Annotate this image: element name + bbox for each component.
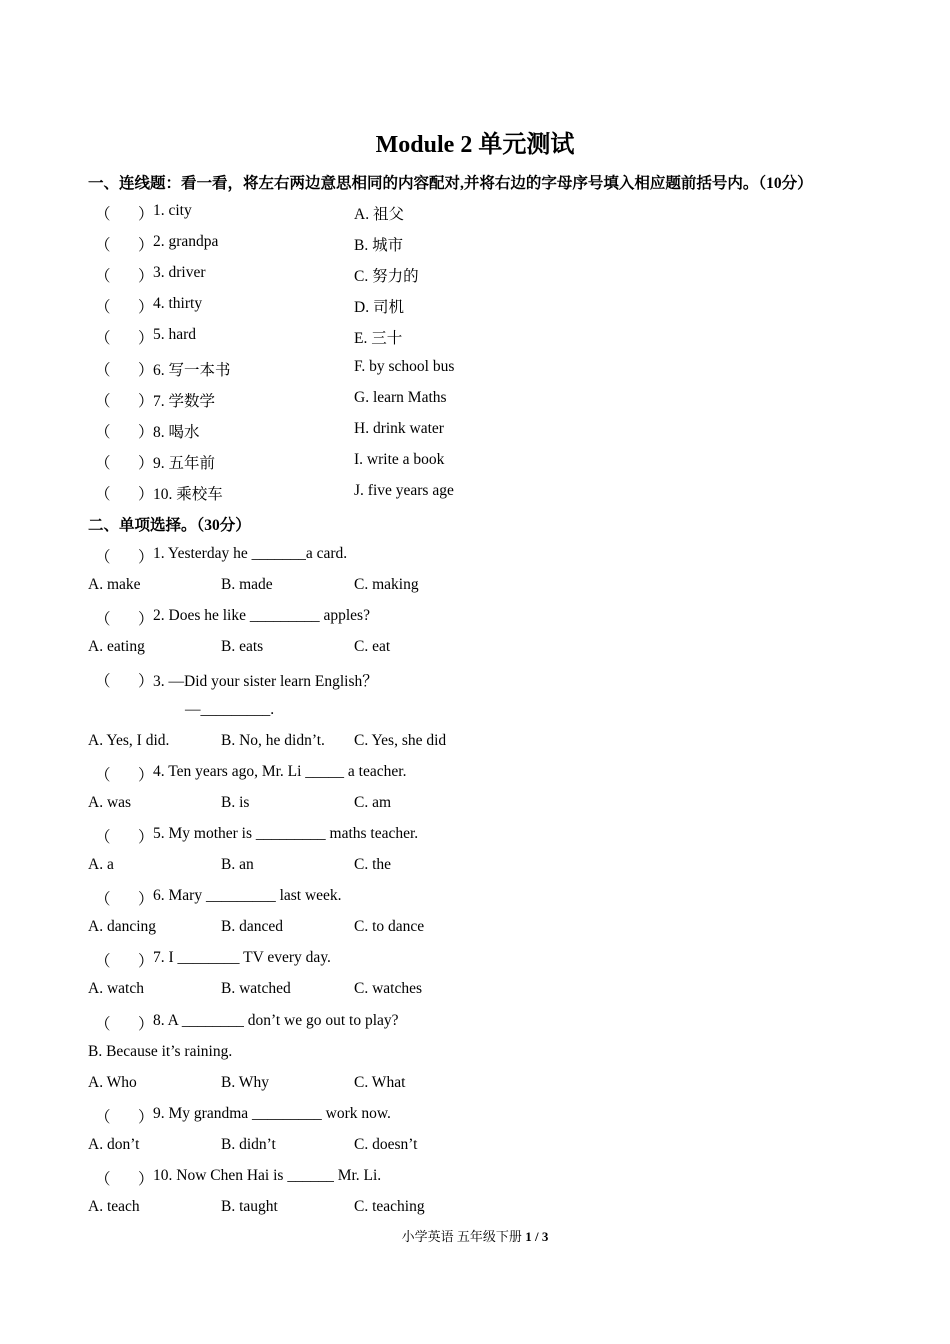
answer-paren-open: （ (95, 1108, 111, 1126)
matching-left-item: 8. 喝水 (153, 423, 200, 441)
option-a: A. make (88, 576, 141, 594)
answer-paren-close: ） (138, 454, 154, 472)
answer-paren-close: ） (138, 953, 154, 971)
answer-paren-open: （ (95, 206, 111, 223)
matching-left-item: 6. 写一本书 (153, 361, 231, 379)
answer-paren-close: ） (138, 1015, 154, 1033)
answer-paren-open: （ (95, 1171, 111, 1188)
option-b: B. No, he didn’t. (221, 731, 325, 749)
option-b: B. made (221, 576, 273, 594)
question-continuation: —_________. (185, 700, 275, 718)
matching-left-item: 9. 五年前 (153, 454, 216, 472)
footer-separator: / (534, 1229, 539, 1244)
option-a: A. dancing (88, 918, 157, 936)
answer-paren-close: ） (138, 1108, 154, 1126)
answer-paren-close: ） (138, 611, 154, 629)
answer-paren-open: （ (95, 891, 111, 909)
matching-right-item: F. by school bus (354, 357, 455, 375)
option-b: B. didn’t (221, 1135, 276, 1153)
answer-paren-close: ） (138, 268, 154, 286)
question-text: 8. A ________ don’t we go out to play? (153, 1011, 399, 1029)
option-b: B. an (221, 856, 254, 873)
matching-left-item: 3. driver (153, 264, 206, 282)
answer-paren-open: （ (95, 485, 111, 503)
option-a: A. Who (88, 1073, 137, 1091)
answer-paren-close: ） (138, 361, 154, 379)
option-a: A. Yes, I did. (88, 731, 170, 749)
matching-left-item: 7. 学数学 (153, 392, 216, 410)
matching-left-item: 10. 乘校车 (153, 485, 223, 503)
question-text: 5. My mother is _________ maths teacher. (153, 824, 419, 842)
option-b: B. eats (221, 638, 264, 656)
option-c: C. to dance (354, 918, 425, 936)
matching-right-item: J. five years age (354, 481, 454, 499)
matching-right-item: A. 祖父 (354, 206, 404, 223)
option-a: A. teach (88, 1198, 140, 1216)
answer-paren-close: ） (138, 485, 154, 503)
answer-paren-open: （ (95, 423, 111, 441)
footer-page-total: 3 (541, 1229, 549, 1244)
option-c: C. am (354, 793, 392, 811)
option-a: A. a (88, 856, 114, 873)
option-b: B. taught (221, 1198, 278, 1216)
question-text: 10. Now Chen Hai is ______ Mr. Li. (153, 1167, 382, 1184)
answer-paren-close: ） (138, 206, 154, 223)
question-text: 1. Yesterday he _______a card. (153, 545, 348, 562)
answer-paren-open: （ (95, 611, 111, 629)
matching-right-item: C. 努力的 (354, 268, 419, 286)
matching-right-item: I. write a book (354, 450, 445, 468)
option-a: A. eating (88, 638, 145, 656)
answer-paren-open: （ (95, 549, 111, 566)
answer-paren-close: ） (138, 1171, 154, 1188)
question-text: 9. My grandma _________ work now. (153, 1104, 391, 1122)
answer-paren-open: （ (95, 828, 111, 846)
matching-left-item: 5. hard (153, 326, 197, 344)
matching-left-item: 4. thirty (153, 295, 203, 313)
question-text: 4. Ten years ago, Mr. Li _____ a teacher. (153, 762, 407, 780)
option-b: B. watched (221, 980, 291, 998)
answer-paren-close: ） (138, 766, 154, 784)
answer-paren-close: ） (138, 330, 154, 348)
option-c: C. watches (354, 980, 423, 998)
option-c: C. teaching (354, 1198, 425, 1216)
answer-paren-open: （ (95, 1015, 111, 1033)
option-b: B. danced (221, 918, 283, 936)
footer-page-number: 1 (525, 1229, 532, 1244)
matching-left-item: 2. grandpa (153, 233, 219, 251)
answer-paren-open: （ (95, 766, 111, 784)
answer-paren-open: （ (95, 237, 111, 255)
question-continuation: B. Because it’s raining. (88, 1042, 233, 1060)
answer-paren-close: ） (138, 423, 154, 441)
question-text: 6. Mary _________ last week. (153, 887, 342, 905)
option-c: C. Yes, she did (354, 731, 447, 749)
question-text: 3. —Did your sister learn English？ (153, 673, 378, 691)
answer-paren-open: （ (95, 392, 111, 410)
question-text: 2. Does he like _________ apples? (153, 607, 370, 625)
option-b: B. is (221, 793, 250, 811)
option-c: C. What (354, 1073, 406, 1091)
answer-paren-close: ） (138, 891, 154, 909)
answer-paren-open: （ (95, 361, 111, 379)
section2-heading: 二、单项选择。（30分） (88, 517, 251, 534)
answer-paren-close: ） (138, 549, 154, 566)
footer-subject: 小学英语 五年级下册 (401, 1229, 522, 1244)
page-footer (0, 1226, 950, 1245)
answer-paren-open: （ (95, 330, 111, 348)
option-b: B. Why (221, 1073, 269, 1091)
question-text: 7. I ________ TV every day. (153, 949, 331, 967)
answer-paren-close: ） (138, 673, 154, 691)
option-c: C. making (354, 576, 419, 594)
option-a: A. don’t (88, 1135, 140, 1153)
answer-paren-close: ） (138, 828, 154, 846)
answer-paren-close: ） (138, 237, 154, 255)
option-a: A. was (88, 793, 132, 811)
answer-paren-close: ） (138, 392, 154, 410)
option-a: A. watch (88, 980, 144, 998)
matching-right-item: H. drink water (354, 419, 444, 437)
matching-right-item: B. 城市 (354, 237, 404, 255)
matching-right-item: G. learn Maths (354, 388, 447, 406)
option-c: C. doesn’t (354, 1135, 418, 1153)
answer-paren-open: （ (95, 673, 111, 691)
section1-heading: 一、连线题：看一看，将左右两边意思相同的内容配对,并将右边的字母序号填入相应题前括号内。（10分） (88, 175, 813, 192)
matching-left-item: 1. city (153, 202, 192, 219)
option-c: C. eat (354, 638, 391, 656)
page-title: Module 2 单元测试 (375, 132, 575, 158)
answer-paren-open: （ (95, 268, 111, 286)
answer-paren-open: （ (95, 953, 111, 971)
option-c: C. the (354, 856, 392, 873)
answer-paren-close: ） (138, 299, 154, 317)
answer-paren-open: （ (95, 299, 111, 317)
matching-right-item: D. 司机 (354, 299, 404, 317)
answer-paren-open: （ (95, 454, 111, 472)
matching-right-item: E. 三十 (354, 330, 403, 348)
